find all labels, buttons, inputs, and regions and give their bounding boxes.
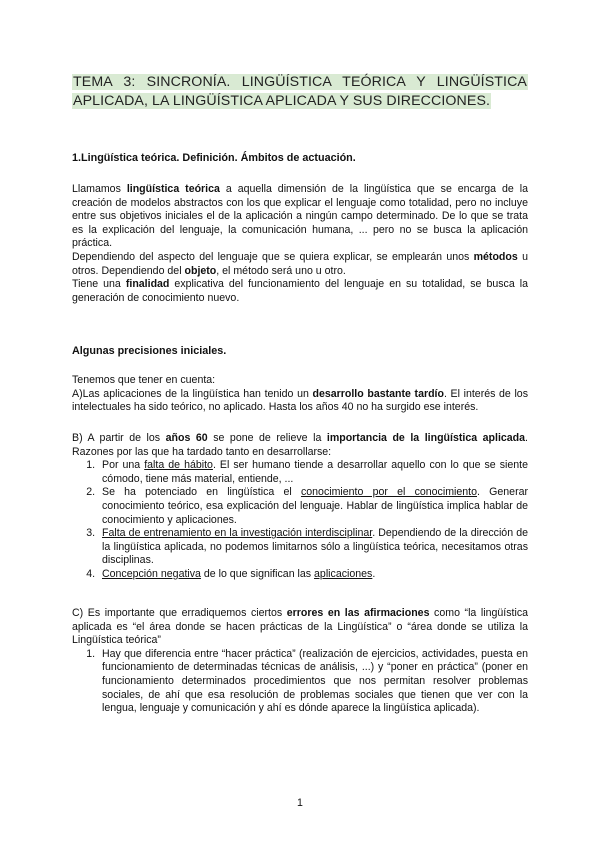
text-run: C) Es importante que erradiquemos ciertos <box>72 607 287 619</box>
section-2-heading: Algunas precisiones iniciales. <box>72 345 227 357</box>
bold-term: errores en las afirmaciones <box>286 607 430 619</box>
page-number: 1 <box>297 797 303 809</box>
point-a <box>72 388 528 415</box>
text-run: Llamamos <box>72 183 127 195</box>
underlined-term: Concepción negativa <box>102 567 201 580</box>
section-2-intro-block <box>72 374 528 415</box>
bold-term: finalidad <box>125 278 170 291</box>
text-run: . Dependiendo de la dirección de la lingüística aplicada, no podemos limitarnos sólo a lingüística teórica, necesitamos otras disciplinas. <box>102 527 528 567</box>
section-1-body <box>72 183 528 305</box>
text-run: Tiene una <box>72 278 126 291</box>
text-run: Se ha potenciado en lingüística el <box>102 486 301 499</box>
text-run: Por una <box>102 459 145 472</box>
text-run: a aquella dimensión de la lingüística que se encarga de la creación de modelos abstractos con los que explicar el lenguaje como totalidad, pero no incluye entre sus objetivos iniciales el de la aplicación a ningún campo determinado. De lo que se trata es la explicación del lenguaje, la comunicación humana, ... pero no se busca la aplicación práctica. <box>72 183 528 250</box>
list-item: 1. Hay que diferencia entre “hacer práctica” (realización de ejercicios, actividades, puesta en funcionamiento de determinadas técnicas de análisis, ...) y “poner en práctica” (poner en funcionamiento determinados procedimientos que nos permitan resolver problemas sociales, de ahí que esa resolución de problemas sociales que tienen que ver con la lengua, lenguaje y comunicación y ahí es dónde aparece la lingüística aplicada). <box>98 648 528 716</box>
text-run: u otros. Dependiendo del <box>72 250 528 277</box>
underlined-term: aplicaciones <box>314 567 373 580</box>
text-run: , el método será uno u otro. <box>216 264 346 277</box>
text-run: explicativa del funcionamiento del lenguaje en su totalidad, se busca la generación de conocimiento nuevo. <box>72 278 528 304</box>
underlined-term: falta de hábito <box>144 459 213 472</box>
underlined-term: Falta de entrenamiento en la investigación interdisciplinar <box>102 527 373 540</box>
text-run: B) A partir de los <box>72 432 166 444</box>
section-1-heading: 1.Lingüística teórica. Definición. Ámbitos de actuación. <box>72 152 356 164</box>
intro-line: Tenemos que tener en cuenta: <box>72 374 216 386</box>
text-run: se pone de relieve la <box>207 432 327 444</box>
errors-list <box>72 648 528 716</box>
text-run: Dependiendo del aspecto del lenguaje que se quiera explicar, se emplearán unos <box>72 250 474 263</box>
underlined-term: conocimiento por el conocimiento <box>300 486 477 499</box>
text-run: . Razones por las que ha tardado tanto en desarrollarse: <box>72 432 528 458</box>
text-run: A)Las aplicaciones de la lingüística han tenido un <box>72 387 313 400</box>
text-run: como “la lingüística aplicada es “el área donde se hacen prácticas de la Lingüística” o “área donde se utiliza la Lingüística teórica” <box>72 607 529 647</box>
reasons-list <box>72 459 528 581</box>
text-run: . Generar conocimiento teórico, esa explicación del lenguaje. Hablar de lingüística implica hablar de conocimiento y aplicaciones. <box>102 486 529 526</box>
point-b-block <box>72 432 528 582</box>
paragraph-definition <box>72 183 528 251</box>
list-item <box>98 568 528 582</box>
document-title <box>72 73 528 111</box>
point-c <box>72 607 528 648</box>
list-item <box>98 486 528 527</box>
list-item <box>98 459 528 486</box>
bold-term: objeto <box>184 264 217 277</box>
bold-term: desarrollo bastante tardío <box>312 387 444 400</box>
list-item <box>98 527 528 568</box>
text-run: . <box>372 567 376 580</box>
bold-term: años 60 <box>165 432 208 444</box>
bold-term: lingüística teórica <box>126 183 220 195</box>
paragraph-methods <box>72 251 528 278</box>
bold-term: métodos <box>473 250 518 263</box>
point-b <box>72 432 528 459</box>
text-run: . El ser humano tiende a desarrollar aquello con lo que se siente cómodo, tiene más material, entiende, ... <box>102 459 528 485</box>
title-highlight: TEMA 3: SINCRONÍA. LINGÜÍSTICA TEÓRICA Y LINGÜÍSTICA APLICADA, LA LINGÜÍSTICA APLICADA Y SUS DIRECCIONES. <box>73 74 527 109</box>
text-run: de lo que significan las <box>200 567 315 580</box>
point-c-block <box>72 607 528 716</box>
text-run: . El interés de los intelectuales ha sido teórico, no aplicado. Hasta los años 40 no ha surgido ese interés. <box>72 387 528 414</box>
paragraph-purpose <box>72 278 528 305</box>
bold-term: importancia de la lingüística aplicada <box>326 432 526 444</box>
